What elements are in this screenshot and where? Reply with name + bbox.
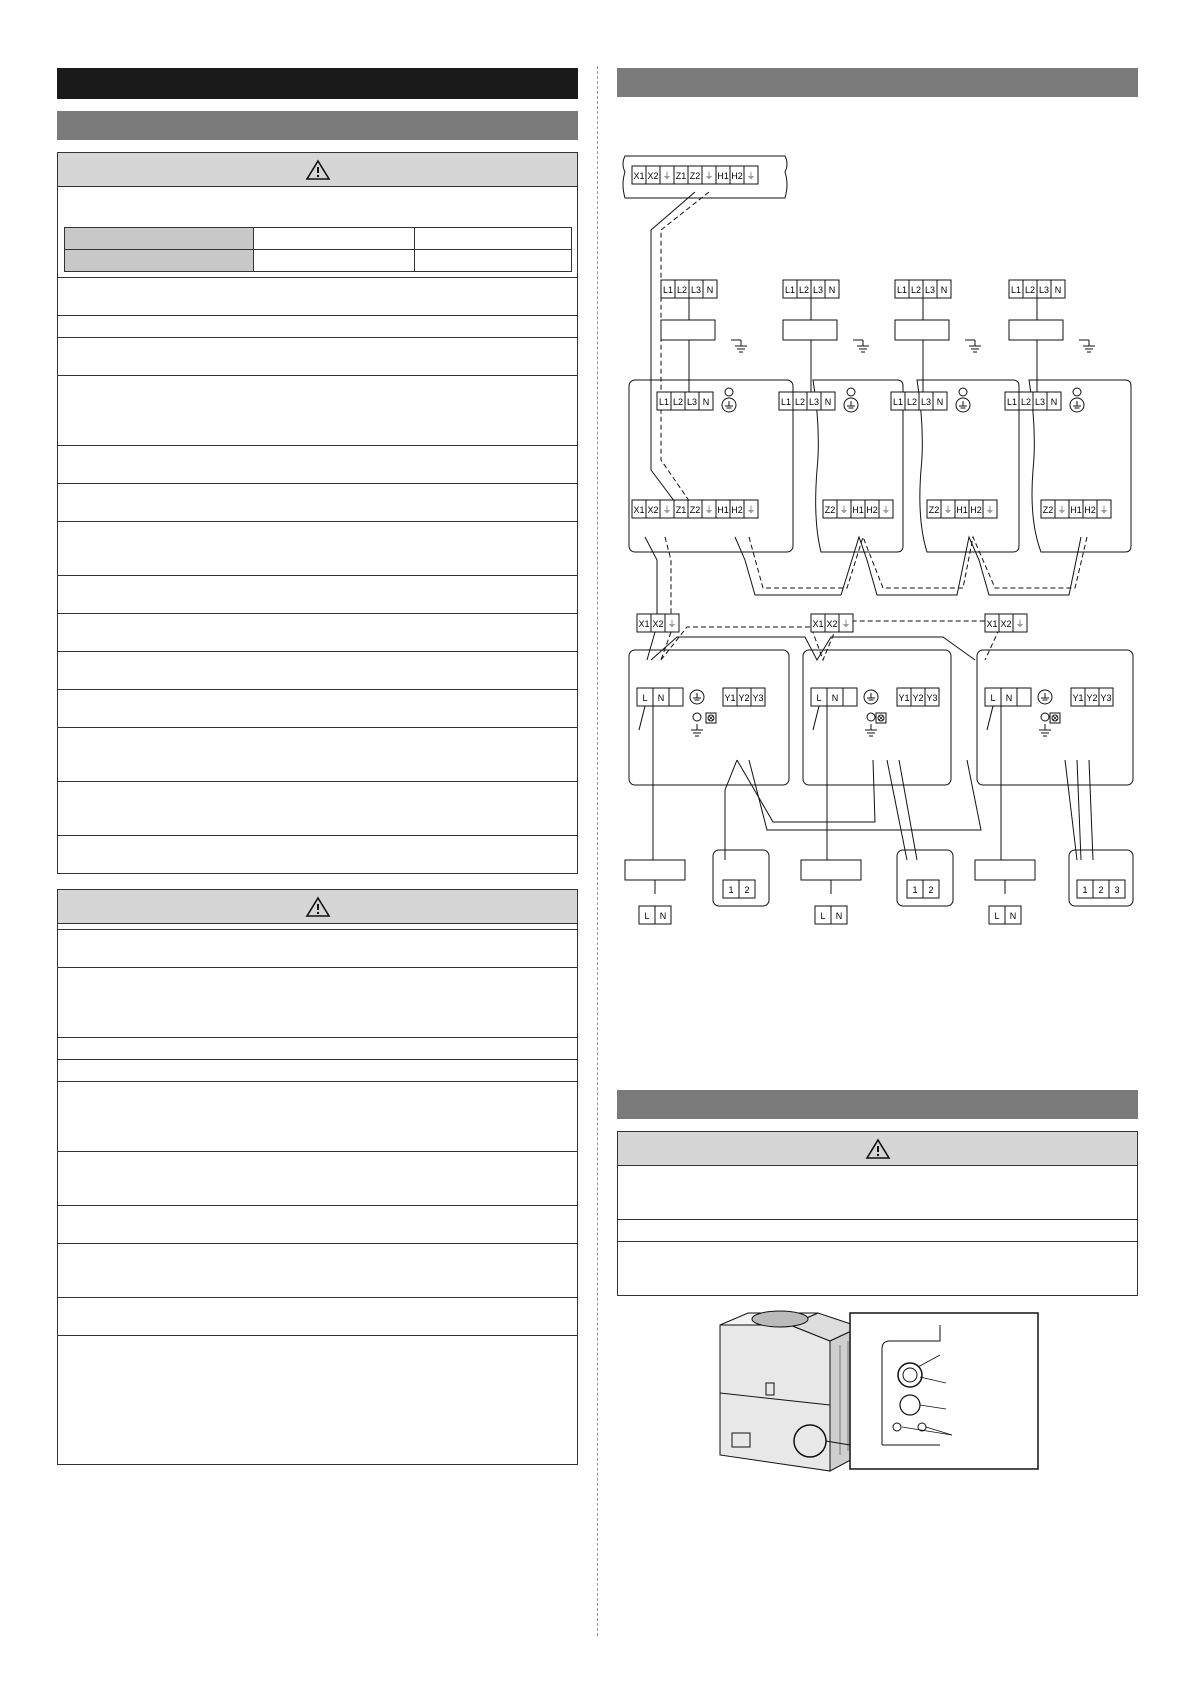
list-item — [58, 337, 577, 375]
terminal-label: X1 — [986, 619, 998, 629]
ground-icon — [1083, 340, 1095, 352]
terminal-label: ⏚ — [746, 505, 756, 515]
terminal-label: Z2 — [1042, 505, 1054, 515]
terminal-label: L — [642, 693, 648, 703]
terminal-label: N — [657, 693, 665, 703]
unit-power-terminal-block — [1005, 392, 1061, 410]
terminal-label: Y1 — [1072, 693, 1084, 703]
terminal-label: 3 — [1114, 885, 1120, 895]
terminal-label: H1 — [956, 505, 968, 515]
terminal-label: L — [994, 911, 1000, 921]
indoor-1-bus-terminal-block — [632, 500, 758, 518]
terminal-label: L — [990, 693, 996, 703]
unit-power-terminal-block — [891, 392, 947, 410]
terminal-label: ⏚ — [667, 619, 677, 629]
terminal-label: 2 — [928, 885, 934, 895]
terminal-label: N — [1054, 285, 1062, 295]
terminal-label: N — [702, 397, 710, 407]
terminal-label: N — [706, 285, 714, 295]
ground-icon — [969, 340, 981, 352]
terminal-label: ⏚ — [746, 171, 756, 181]
terminal-label: X1 — [812, 619, 824, 629]
central-terminal-block — [632, 166, 758, 184]
list-item — [58, 1335, 577, 1464]
terminal-label: X1 — [638, 619, 650, 629]
outdoor-signal-terminal-block — [723, 688, 765, 706]
supply-terminal-block — [639, 906, 671, 924]
terminal-label: Y3 — [1100, 693, 1112, 703]
terminal-label: H1 — [852, 505, 864, 515]
list-item — [58, 835, 577, 873]
terminal-label: H1 — [717, 505, 729, 515]
wiring-diagram — [617, 140, 1138, 940]
terminal-label: 1 — [1082, 885, 1088, 895]
terminal-label: ⏚ — [704, 171, 714, 181]
list-item — [58, 1297, 577, 1335]
earth-terminal-icon — [864, 690, 878, 704]
terminal-label: N — [831, 693, 839, 703]
terminal-label: ⏚ — [841, 619, 851, 629]
terminal-label: H2 — [866, 505, 878, 515]
terminal-label: L1 — [892, 397, 904, 407]
warning-panel-3 — [617, 1131, 1138, 1296]
warning-panel-1 — [57, 152, 578, 874]
list-item — [618, 1219, 1137, 1241]
terminal-label: H1 — [717, 171, 729, 181]
terminal-label: L3 — [920, 397, 932, 407]
warning-panel-3-header — [618, 1132, 1137, 1166]
terminal-label: L1 — [784, 285, 796, 295]
unit-power-terminal-block — [657, 392, 713, 410]
terminal-label: L — [820, 911, 826, 921]
list-item — [58, 575, 577, 613]
section-header-left — [57, 111, 578, 140]
selector-switch-icon — [876, 713, 886, 723]
list-item — [58, 277, 577, 315]
terminal-label: L2 — [1024, 285, 1036, 295]
selector-switch-icon — [706, 713, 716, 723]
terminal-label: ⏚ — [1099, 505, 1109, 515]
breaker-box — [661, 320, 715, 340]
spec-table — [64, 227, 572, 272]
warning-panel-2-header — [58, 890, 577, 924]
terminal-label: N — [828, 285, 836, 295]
list-item — [58, 375, 577, 445]
list-item — [58, 1151, 577, 1205]
terminal-label: ⏚ — [662, 505, 672, 515]
terminal-label: ⏚ — [839, 505, 849, 515]
earth-terminal-icon — [1038, 690, 1052, 704]
column-divider — [597, 66, 598, 1636]
terminal-label: Z1 — [675, 171, 687, 181]
outdoor-unit-illustration — [700, 1305, 1040, 1485]
terminal-label: L3 — [690, 285, 702, 295]
remote-terminal-block — [723, 880, 755, 898]
outdoor-bus-terminal-block — [985, 614, 1027, 632]
terminal-label: 2 — [1098, 885, 1104, 895]
earth-terminal-icon — [1070, 398, 1084, 412]
list-item — [58, 929, 577, 967]
terminal-label: ⏚ — [881, 505, 891, 515]
terminal-label: L2 — [794, 397, 806, 407]
ground-icon — [691, 724, 703, 736]
terminal-label: X2 — [647, 505, 659, 515]
terminal-label: L2 — [672, 397, 684, 407]
outdoor-power-terminal-block — [637, 688, 669, 706]
terminal-label: X2 — [1000, 619, 1012, 629]
terminal-label: ⏚ — [1015, 619, 1025, 629]
terminal-label: L1 — [662, 285, 674, 295]
warning-panel-1-header — [58, 153, 577, 187]
list-item — [58, 1037, 577, 1059]
terminal-label: H2 — [731, 171, 743, 181]
terminal-label: L1 — [780, 397, 792, 407]
terminal-label: ⏚ — [1057, 505, 1067, 515]
terminal-label: N — [824, 397, 832, 407]
list-item — [58, 727, 577, 781]
terminal-label: Y3 — [752, 693, 764, 703]
terminal-label: L — [816, 693, 822, 703]
earth-terminal-icon — [690, 690, 704, 704]
section-header-right-lower — [617, 1090, 1138, 1119]
terminal-label: H2 — [1084, 505, 1096, 515]
table-row — [65, 228, 572, 250]
terminal-label: N — [659, 911, 667, 921]
terminal-label: Y1 — [898, 693, 910, 703]
terminal-label: L3 — [686, 397, 698, 407]
earth-terminal-icon — [722, 398, 736, 412]
list-item — [58, 613, 577, 651]
terminal-label: Y2 — [738, 693, 750, 703]
terminal-label: X2 — [652, 619, 664, 629]
list-item — [58, 689, 577, 727]
terminal-label: L2 — [910, 285, 922, 295]
list-item — [58, 1059, 577, 1081]
terminal-label: ⏚ — [943, 505, 953, 515]
list-item — [58, 521, 577, 575]
outdoor-bus-terminal-block — [811, 614, 853, 632]
outdoor-signal-terminal-block — [1071, 688, 1113, 706]
power-terminal-block — [1009, 280, 1065, 298]
terminal-label: Z2 — [928, 505, 940, 515]
central-terminal-block — [632, 166, 758, 184]
warning-triangle-icon — [305, 159, 331, 181]
list-item — [58, 315, 577, 337]
outdoor-unit-drawing — [720, 1311, 860, 1471]
section-header-wiring — [617, 68, 1138, 97]
terminal-label: 1 — [728, 885, 734, 895]
supply-terminal-block — [815, 906, 847, 924]
terminal-label: X2 — [647, 171, 659, 181]
breaker-box — [783, 320, 837, 340]
unit-power-terminal-block — [779, 392, 835, 410]
terminal-label: Y2 — [912, 693, 924, 703]
outdoor-power-terminal-block — [985, 688, 1017, 706]
indoor-bus-terminal-block — [823, 500, 893, 518]
list-item — [58, 1081, 577, 1151]
terminal-label: L3 — [1038, 285, 1050, 295]
indoor-bus-terminal-block — [1041, 500, 1111, 518]
terminal-label: L3 — [1034, 397, 1046, 407]
terminal-label: Y1 — [724, 693, 736, 703]
terminal-label: X1 — [633, 171, 645, 181]
terminal-label: N — [936, 397, 944, 407]
ground-icon — [857, 340, 869, 352]
warning-triangle-icon — [305, 896, 331, 918]
terminal-label: L1 — [1006, 397, 1018, 407]
terminal-label: L1 — [1010, 285, 1022, 295]
terminal-label: N — [835, 911, 843, 921]
page-title-bar — [57, 68, 578, 99]
terminal-label: L2 — [1020, 397, 1032, 407]
table-row — [65, 250, 572, 272]
terminal-label: ⏚ — [985, 505, 995, 515]
terminal-label: L2 — [676, 285, 688, 295]
list-item — [58, 781, 577, 835]
terminal-label: Z2 — [689, 505, 701, 515]
terminal-label: Y3 — [926, 693, 938, 703]
terminal-label: N — [940, 285, 948, 295]
power-terminal-block — [895, 280, 951, 298]
terminal-label: L2 — [906, 397, 918, 407]
terminal-label: ⏚ — [704, 505, 714, 515]
warning-triangle-icon — [865, 1138, 891, 1160]
breaker-box — [1009, 320, 1063, 340]
terminal-label: Z2 — [824, 505, 836, 515]
earth-terminal-icon — [956, 398, 970, 412]
power-terminal-block — [661, 280, 717, 298]
power-terminal-block — [783, 280, 839, 298]
terminal-label: 2 — [744, 885, 750, 895]
terminal-label: H1 — [1070, 505, 1082, 515]
terminal-label: L3 — [808, 397, 820, 407]
terminal-label: 1 — [912, 885, 918, 895]
ground-icon — [1039, 724, 1051, 736]
terminal-label: Z2 — [689, 171, 701, 181]
list-item — [58, 967, 577, 1037]
terminal-label: H2 — [731, 505, 743, 515]
terminal-label: L3 — [924, 285, 936, 295]
terminal-label: N — [1005, 693, 1013, 703]
terminal-label: L — [644, 911, 650, 921]
terminal-label: L1 — [896, 285, 908, 295]
terminal-label: L3 — [812, 285, 824, 295]
supply-breaker-box — [801, 860, 861, 880]
terminal-label: X2 — [826, 619, 838, 629]
terminal-label: L1 — [658, 397, 670, 407]
warning-panel-2 — [57, 889, 578, 1465]
list-item — [58, 1205, 577, 1243]
list-item — [58, 445, 577, 483]
terminal-label: Y2 — [1086, 693, 1098, 703]
list-item — [58, 483, 577, 521]
supply-terminal-block — [989, 906, 1021, 924]
selector-switch-icon — [1050, 713, 1060, 723]
ground-icon — [735, 340, 747, 352]
zoom-detail-box — [850, 1313, 1038, 1469]
remote-terminal-block — [907, 880, 939, 898]
outdoor-signal-terminal-block — [897, 688, 939, 706]
list-item — [618, 1165, 1137, 1219]
list-item — [58, 651, 577, 689]
remote-terminal-block — [1077, 880, 1125, 898]
outdoor-power-terminal-block — [811, 688, 843, 706]
terminal-label: Z1 — [675, 505, 687, 515]
outdoor-bus-terminal-block — [637, 614, 679, 632]
breaker-box — [895, 320, 949, 340]
supply-breaker-box — [625, 860, 685, 880]
terminal-label: H2 — [970, 505, 982, 515]
earth-terminal-icon — [844, 398, 858, 412]
terminal-label: L2 — [798, 285, 810, 295]
terminal-label: N — [1050, 397, 1058, 407]
list-item — [58, 1243, 577, 1297]
ground-icon — [865, 724, 877, 736]
terminal-label: N — [1009, 911, 1017, 921]
supply-breaker-box — [975, 860, 1035, 880]
terminal-label: ⏚ — [662, 171, 672, 181]
indoor-bus-terminal-block — [927, 500, 997, 518]
list-item — [618, 1241, 1137, 1295]
terminal-label: X1 — [633, 505, 645, 515]
